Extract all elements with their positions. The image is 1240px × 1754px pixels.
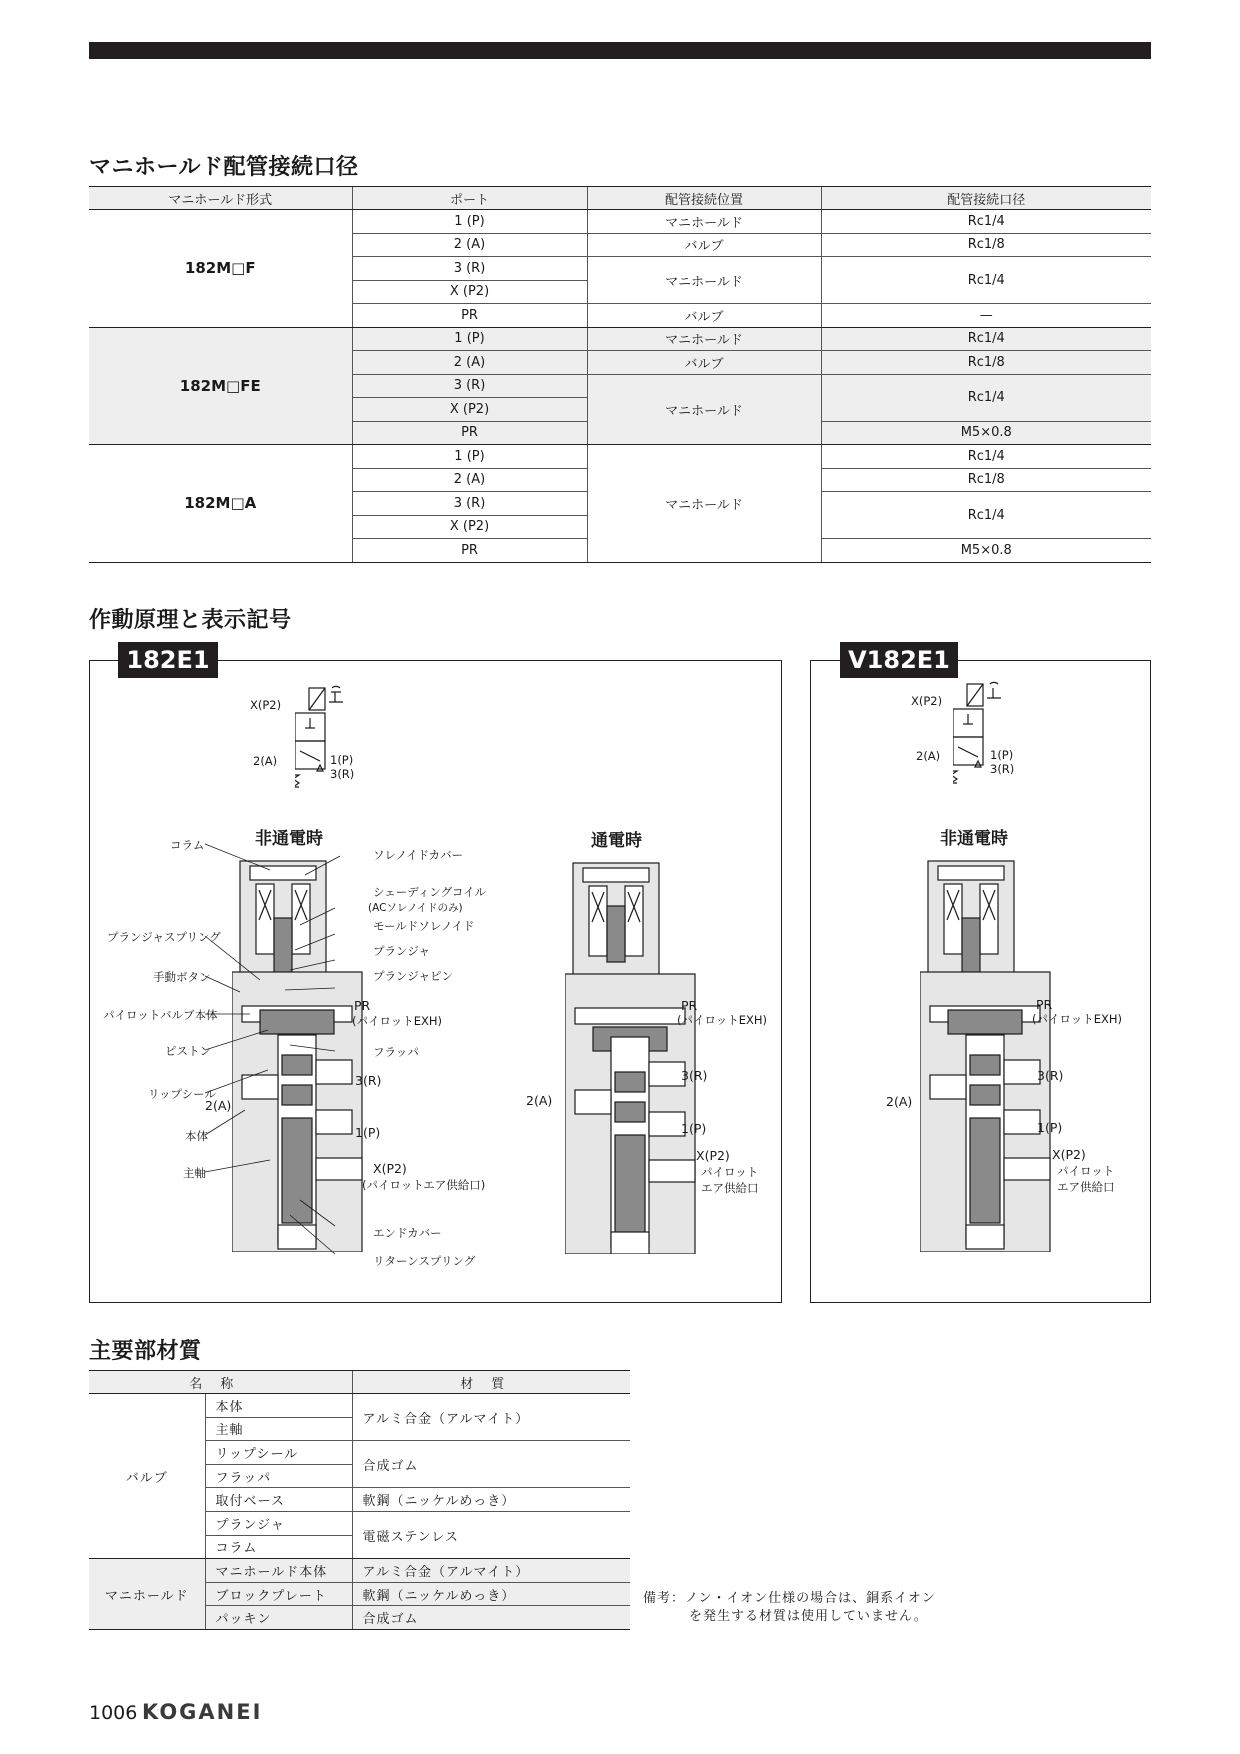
model-cell: 182M□F bbox=[89, 210, 352, 328]
size-cell: Rc1/8 bbox=[821, 351, 1151, 375]
tab-v182e1: V182E1 bbox=[840, 642, 958, 678]
size-cell: Rc1/4 bbox=[821, 257, 1151, 304]
size-cell: M5×0.8 bbox=[821, 539, 1151, 563]
port-pr-label: PR bbox=[1036, 997, 1053, 1012]
size-cell: Rc1/4 bbox=[821, 327, 1151, 351]
valve-section-v182e1 bbox=[920, 860, 1052, 1252]
remark-line-2: を発生する材質は使用していません。 bbox=[689, 1609, 928, 1624]
remark-prefix: 備考： bbox=[643, 1591, 686, 1606]
part-name-cell: ブロックプレート bbox=[205, 1582, 352, 1606]
remark-line-1: ノン・イオン仕様の場合は、銅系イオン bbox=[685, 1591, 936, 1606]
table-row bbox=[89, 1559, 630, 1583]
port-r-label: 3(R) bbox=[355, 1073, 382, 1088]
port-cell: PR bbox=[352, 539, 587, 563]
port-cell: PR bbox=[352, 304, 587, 328]
table-row bbox=[89, 445, 1151, 469]
symbol-x-label: X(P2) bbox=[911, 694, 943, 708]
position-cell: バルブ bbox=[587, 304, 821, 328]
part-name-cell: 本体 bbox=[205, 1394, 352, 1418]
material-cell: 軟鋼（ニッケルめっき） bbox=[352, 1488, 630, 1512]
table-header-row bbox=[89, 1371, 630, 1394]
table-row bbox=[89, 327, 1151, 351]
port-cell: 1 (P) bbox=[352, 445, 587, 469]
callout-shading-coil: シェーディングコイル bbox=[373, 885, 487, 899]
symbol-x-label: X(P2) bbox=[250, 698, 282, 712]
port-x-label: X(P2) bbox=[696, 1148, 730, 1163]
position-cell: バルブ bbox=[587, 233, 821, 257]
part-name-cell: リップシール bbox=[205, 1441, 352, 1465]
port-pr-label: PR bbox=[681, 998, 698, 1013]
port-pr-label: PR bbox=[354, 998, 371, 1013]
column-header: 名称 bbox=[89, 1371, 352, 1394]
port-x-label: X(P2) bbox=[373, 1161, 407, 1176]
port-x-note-2: エア供給口 bbox=[701, 1181, 759, 1195]
material-cell: 軟鋼（ニッケルめっき） bbox=[352, 1582, 630, 1606]
port-x-note: (パイロットエア供給口) bbox=[362, 1178, 486, 1192]
material-cell: 電磁ステンレス bbox=[352, 1511, 630, 1558]
column-header: マニホールド形式 bbox=[89, 187, 352, 210]
column-header: 材質 bbox=[352, 1371, 630, 1394]
callout-manual-button: 手動ボタン bbox=[153, 970, 211, 984]
manifold-section-title: マニホールド配管接続口径 bbox=[89, 155, 359, 180]
model-cell: 182M□A bbox=[89, 445, 352, 563]
remark-note bbox=[643, 1590, 936, 1626]
port-cell: 1 (P) bbox=[352, 210, 587, 234]
callout-column: コラム bbox=[170, 838, 205, 852]
port-x-label: X(P2) bbox=[1052, 1147, 1086, 1162]
size-cell: M5×0.8 bbox=[821, 421, 1151, 445]
callout-main-shaft: 主軸 bbox=[183, 1166, 206, 1180]
port-cell: X (P2) bbox=[352, 515, 587, 539]
callout-plunger: プランジャ bbox=[373, 944, 430, 958]
port-a-label: 2(A) bbox=[205, 1098, 232, 1113]
port-r-label: 3(R) bbox=[1037, 1068, 1064, 1083]
position-cell: マニホールド bbox=[587, 257, 821, 304]
part-name-cell: コラム bbox=[205, 1535, 352, 1559]
port-p-label: 1(P) bbox=[681, 1121, 707, 1136]
port-r-label: 3(R) bbox=[681, 1068, 708, 1083]
port-cell: 3 (R) bbox=[352, 257, 587, 281]
size-cell: Rc1/8 bbox=[821, 233, 1151, 257]
materials-section-title: 主要部材質 bbox=[89, 1339, 202, 1364]
callout-lip-seal: リップシール bbox=[148, 1087, 216, 1101]
part-name-cell: 主軸 bbox=[205, 1417, 352, 1441]
size-cell: Rc1/8 bbox=[821, 468, 1151, 492]
callout-end-cover: エンドカバー bbox=[373, 1226, 442, 1240]
size-cell: Rc1/4 bbox=[821, 445, 1151, 469]
port-cell: 3 (R) bbox=[352, 374, 587, 398]
category-cell: バルブ bbox=[89, 1394, 205, 1559]
callout-flapper: フラッパ bbox=[373, 1045, 419, 1059]
callout-ac-only: (ACソレノイドのみ) bbox=[368, 902, 463, 914]
port-p-label: 1(P) bbox=[1037, 1120, 1063, 1135]
symbol-r-label: 3(R) bbox=[990, 762, 1015, 776]
position-cell: マニホールド bbox=[587, 445, 821, 563]
port-cell: 2 (A) bbox=[352, 351, 587, 375]
position-cell: マニホールド bbox=[587, 374, 821, 445]
callout-return-spring: リターンスプリング bbox=[373, 1254, 476, 1268]
table-header-row bbox=[89, 187, 1151, 210]
port-pr-note: (パイロットEXH) bbox=[677, 1013, 768, 1027]
callout-molded-solenoid: モールドソレノイド bbox=[373, 919, 475, 933]
port-cell: X (P2) bbox=[352, 398, 587, 422]
symbol-p-label: 1(P) bbox=[330, 753, 354, 767]
port-cell: X (P2) bbox=[352, 280, 587, 304]
symbol-a-label: 2(A) bbox=[916, 749, 941, 763]
port-a-label: 2(A) bbox=[886, 1094, 913, 1109]
material-cell: 合成ゴム bbox=[352, 1606, 630, 1630]
part-name-cell: フラッパ bbox=[205, 1464, 352, 1488]
callout-plunger-spring: プランジャスプリング bbox=[107, 930, 221, 944]
position-cell: マニホールド bbox=[587, 327, 821, 351]
port-pr-note: (パイロットEXH) bbox=[1032, 1012, 1123, 1026]
part-name-cell: 取付ベース bbox=[205, 1488, 352, 1512]
port-cell: 2 (A) bbox=[352, 468, 587, 492]
size-cell: Rc1/4 bbox=[821, 374, 1151, 421]
valve-section-on bbox=[565, 862, 697, 1254]
materials-table bbox=[89, 1370, 630, 1630]
state-on-heading: 通電時 bbox=[591, 831, 642, 851]
header-bar bbox=[89, 42, 1151, 59]
material-cell: アルミ合金（アルマイト） bbox=[352, 1394, 630, 1441]
symbol-p-label: 1(P) bbox=[990, 748, 1014, 762]
material-cell: 合成ゴム bbox=[352, 1441, 630, 1488]
port-x-note-1: パイロット bbox=[701, 1165, 759, 1179]
symbol-r-label: 3(R) bbox=[330, 767, 355, 781]
callout-plunger-pin: プランジャピン bbox=[373, 969, 453, 983]
callout-body: 本体 bbox=[185, 1129, 208, 1143]
callout-solenoid-cover: ソレノイドカバー bbox=[373, 848, 464, 862]
model-cell: 182M□FE bbox=[89, 327, 352, 445]
port-pr-note: (パイロットEXH) bbox=[352, 1014, 443, 1028]
size-cell: — bbox=[821, 304, 1151, 328]
table-row bbox=[89, 1394, 630, 1418]
part-name-cell: プランジャ bbox=[205, 1511, 352, 1535]
material-cell: アルミ合金（アルマイト） bbox=[352, 1559, 630, 1583]
size-cell: Rc1/4 bbox=[821, 492, 1151, 539]
principle-section-title: 作動原理と表示記号 bbox=[89, 608, 292, 633]
table-row bbox=[89, 210, 1151, 234]
part-name-cell: パッキン bbox=[205, 1606, 352, 1630]
tab-182e1: 182E1 bbox=[118, 642, 218, 678]
size-cell: Rc1/4 bbox=[821, 210, 1151, 234]
position-cell: バルブ bbox=[587, 351, 821, 375]
state-off-heading: 非通電時 bbox=[255, 829, 323, 849]
part-name-cell: マニホールド本体 bbox=[205, 1559, 352, 1583]
brand-logo: KOGANEI bbox=[142, 1700, 263, 1724]
column-header: 配管接続位置 bbox=[587, 187, 821, 210]
manifold-port-table bbox=[89, 186, 1151, 563]
state-off-heading-v: 非通電時 bbox=[940, 829, 1008, 849]
port-cell: 1 (P) bbox=[352, 327, 587, 351]
port-cell: 2 (A) bbox=[352, 233, 587, 257]
port-cell: PR bbox=[352, 421, 587, 445]
callout-piston: ピストン bbox=[165, 1044, 211, 1058]
port-p-label: 1(P) bbox=[355, 1125, 381, 1140]
symbol-a-label: 2(A) bbox=[253, 754, 278, 768]
port-x-note-1: パイロット bbox=[1057, 1164, 1115, 1178]
port-x-note-2: エア供給口 bbox=[1057, 1180, 1115, 1194]
port-cell: 3 (R) bbox=[352, 492, 587, 516]
category-cell: マニホールド bbox=[89, 1559, 205, 1630]
column-header: ポート bbox=[352, 187, 587, 210]
column-header: 配管接続口径 bbox=[821, 187, 1151, 210]
callout-pilot-valve-body: パイロットバルブ本体 bbox=[103, 1008, 218, 1022]
page-number: 1006 bbox=[89, 1702, 138, 1724]
port-a-label: 2(A) bbox=[526, 1093, 553, 1108]
position-cell: マニホールド bbox=[587, 210, 821, 234]
